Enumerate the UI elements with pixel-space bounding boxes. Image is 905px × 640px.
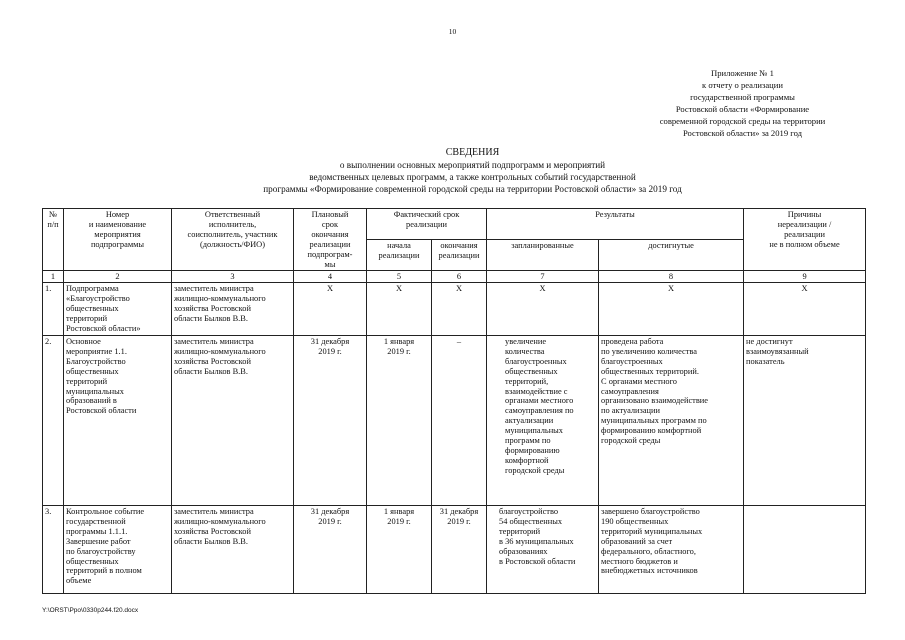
column-number: 2 — [64, 271, 172, 283]
row-start-date: X — [367, 283, 432, 336]
header-planned-results: запланированные — [487, 240, 599, 271]
column-number: 7 — [487, 271, 599, 283]
column-number: 5 — [367, 271, 432, 283]
header-achieved: достигнутые — [599, 240, 744, 271]
column-number: 1 — [43, 271, 64, 283]
title-heading: СВЕДЕНИЯ — [445, 147, 500, 158]
appendix-line: Приложение № 1 — [711, 68, 774, 78]
row-start-date: 1 января 2019 г. — [367, 335, 432, 505]
title-line: о выполнении основных мероприятий подпрограмм и мероприятий — [339, 160, 606, 170]
appendix-line: Ростовской области «Формирование — [675, 104, 810, 114]
appendix-line: Ростовской области» за 2019 год — [682, 128, 803, 138]
row-planned-results: увеличение количества благоустроенных общественных территорий, взаимодействие с органами местного самоуправления по актуализации муниципальных программ по формированию комфортной городской среды — [487, 335, 599, 505]
row-end-date: – — [432, 335, 487, 505]
row-achieved: завершено благоустройство 190 общественных территорий муниципальных образований за счет федерального, областного, местного бюджетов и внебюджетных источников — [599, 505, 744, 593]
appendix-note — [620, 67, 865, 139]
appendix-line: современной городской среды на территории — [659, 116, 826, 126]
row-responsible: заместитель министра жилищно-коммунального хозяйства Ростовской области Былков В.В. — [172, 335, 294, 505]
header-actual-end: окончания реализации — [432, 240, 487, 271]
row-responsible: заместитель министра жилищно-коммунального хозяйства Ростовской области Былков В.В. — [172, 505, 294, 593]
column-number: 3 — [172, 271, 294, 283]
row-name: Подпрограмма «Благоустройство общественных территорий Ростовской области» — [64, 283, 172, 336]
row-reasons: не достигнут взаимоувязанный показатель — [744, 335, 866, 505]
column-number: 4 — [294, 271, 367, 283]
row-responsible: заместитель министра жилищно-коммунального хозяйства Ростовской области Былков В.В. — [172, 283, 294, 336]
file-path-footer: Y:\ORST\Ppo\0330p244.f20.docx — [42, 607, 139, 614]
appendix-line: к отчету о реализации — [702, 80, 783, 90]
table-row — [43, 335, 866, 505]
header-name: Номер и наименование мероприятия подпрограммы — [64, 209, 172, 271]
row-planned-date: 31 декабря 2019 г. — [294, 335, 367, 505]
header-actual-start: начала реализации — [367, 240, 432, 271]
report-table — [42, 208, 866, 594]
row-num: 3. — [43, 505, 64, 593]
header-reasons: Причины нереализации / реализации не в полном объеме — [744, 209, 866, 271]
title-line: ведомственных целевых программ, а также контрольных событий государственной — [309, 172, 636, 182]
document-title — [120, 147, 825, 195]
header-results: Результаты — [487, 209, 744, 240]
row-reasons: X — [744, 283, 866, 336]
header-row — [43, 209, 866, 240]
row-planned-results: X — [487, 283, 599, 336]
row-reasons — [744, 505, 866, 593]
column-number: 6 — [432, 271, 487, 283]
table-row — [43, 283, 866, 336]
row-end-date: 31 декабря 2019 г. — [432, 505, 487, 593]
row-planned-date: X — [294, 283, 367, 336]
row-num: 2. — [43, 335, 64, 505]
row-start-date: 1 января 2019 г. — [367, 505, 432, 593]
row-end-date: X — [432, 283, 487, 336]
title-line: программы «Формирование современной городской среды на территории Ростовской области» за 2019 год — [263, 184, 682, 194]
row-planned-date: 31 декабря 2019 г. — [294, 505, 367, 593]
header-actual-date: Фактический срок реализации — [367, 209, 487, 240]
header-planned-date: Плановый срок окончания реализации подпрограм- мы — [294, 209, 367, 271]
table-row — [43, 505, 866, 593]
page-number: 10 — [448, 27, 457, 36]
row-name: Контрольное событие государственной программы 1.1.1. Завершение работ по благоустройству общественных территорий в полном объеме — [64, 505, 172, 593]
appendix-line: государственной программы — [690, 92, 795, 102]
row-achieved: X — [599, 283, 744, 336]
column-number: 9 — [744, 271, 866, 283]
row-achieved: проведена работа по увеличению количества благоустроенных общественных территорий. С органами местного самоуправления организовано взаимодействие по актуализации муниципальных программ по формированию комфортной городской среды — [599, 335, 744, 505]
column-number: 8 — [599, 271, 744, 283]
header-responsible: Ответственный исполнитель, соисполнитель, участник (должность/ФИО) — [172, 209, 294, 271]
column-numbers-row — [43, 271, 866, 283]
row-num: 1. — [43, 283, 64, 336]
header-num: № п/п — [43, 209, 64, 271]
row-name: Основное мероприятие 1.1. Благоустройство общественных территорий муниципальных образований в Ростовской области — [64, 335, 172, 505]
row-planned-results: благоустройство 54 общественных территорий в 36 муниципальных образованиях в Ростовской области — [487, 505, 599, 593]
